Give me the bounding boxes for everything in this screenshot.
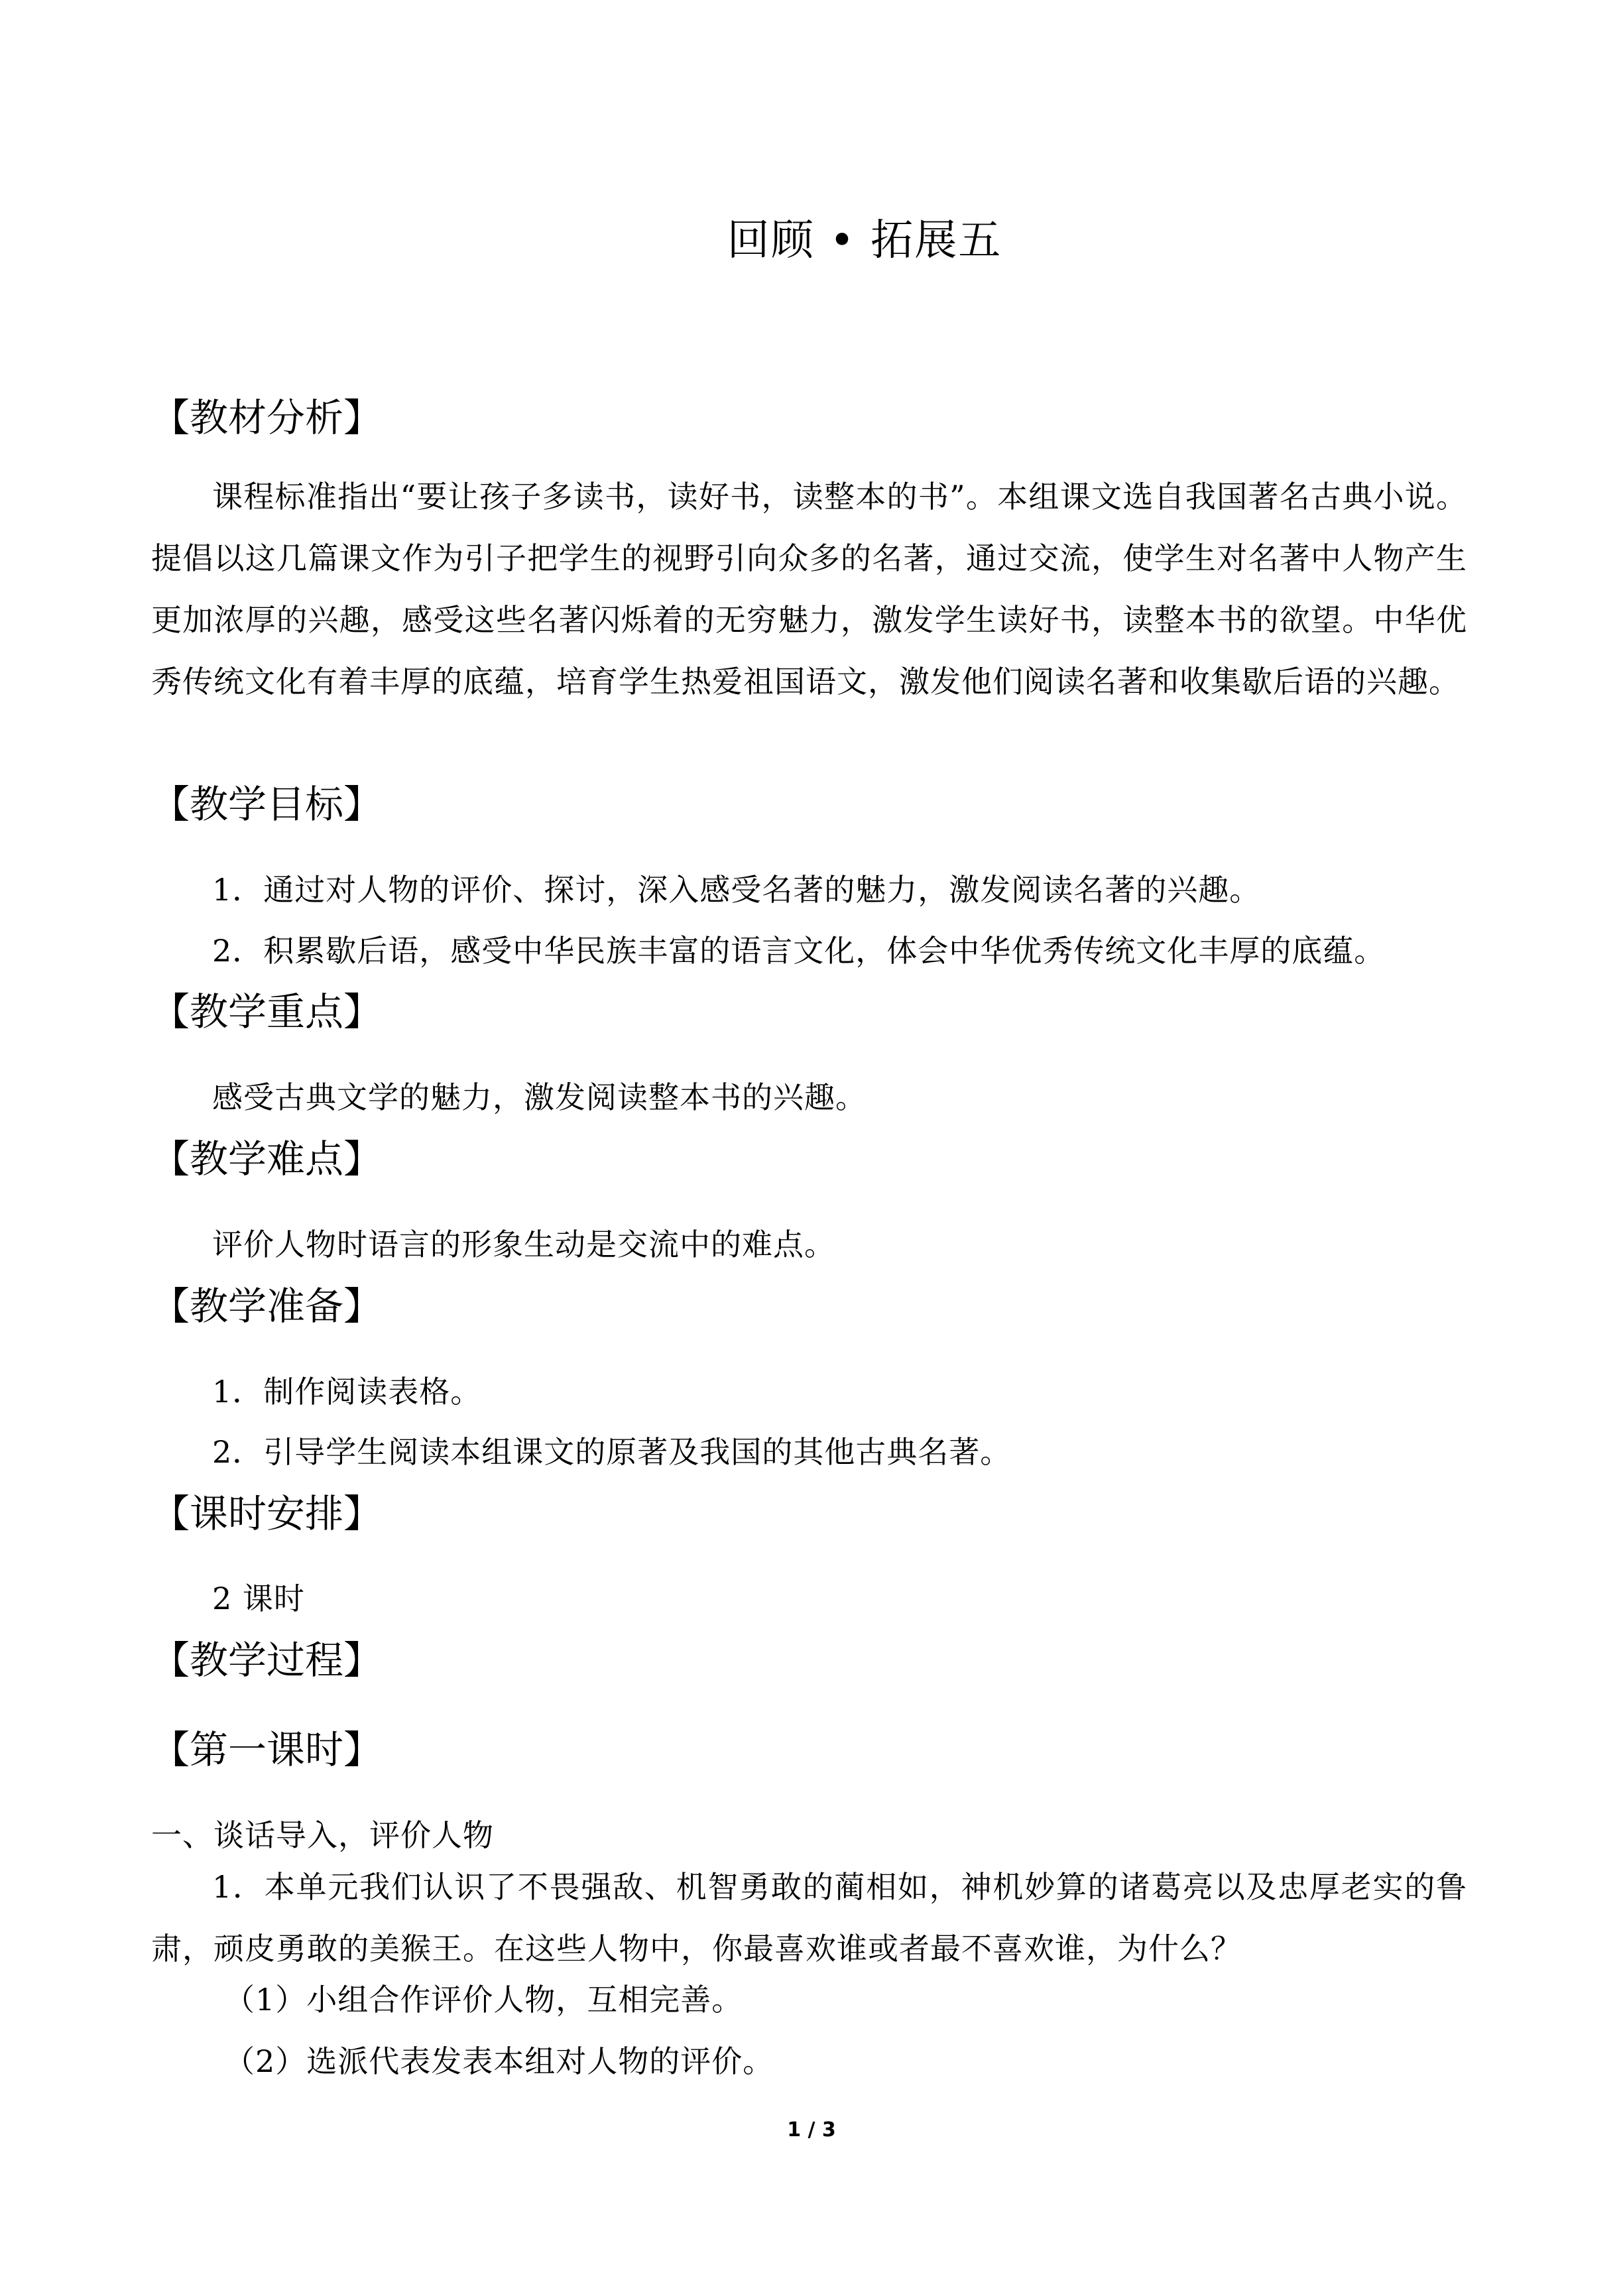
heading-goals: 【教学目标】 <box>151 782 383 827</box>
step1-paragraph: 1．本单元我们认识了不畏强敌、机智勇敢的蔺相如，神机妙算的诸葛亮以及忠厚老实的鲁肃，顽皮勇敢的美猴王。在这些人物中，你最喜欢谁或者最不喜欢谁，为什么？ <box>151 1869 1467 1966</box>
sub-item-2: （2）选派代表发表本组对人物的评价。 <box>224 2043 774 2079</box>
heading-first-lesson: 【第一课时】 <box>151 1727 383 1772</box>
preparation-item-2: 2．引导学生阅读本组课文的原著及我国的其他古典名著。 <box>212 1434 1012 1470</box>
heading-analysis: 【教材分析】 <box>151 395 383 440</box>
heading-process: 【教学过程】 <box>151 1638 383 1683</box>
step1-title: 一、谈话导入，评价人物 <box>151 1817 494 1853</box>
page-number: 1 / 3 <box>787 2118 836 2142</box>
preparation-item-1: 1．制作阅读表格。 <box>212 1374 482 1410</box>
heading-preparation: 【教学准备】 <box>151 1284 383 1329</box>
key-points-text: 感受古典文学的魅力，激发阅读整本书的兴趣。 <box>212 1079 867 1115</box>
analysis-paragraph: 课程标准指出“要让孩子多读书，读好书，读整本的书”。本组课文选自我国著名古典小说。提倡以这几篇课文作为引子把学生的视野引向众多的名著，通过交流，使学生对名著中人物产生更加浓厚的兴趣，感受这些名著闪烁着的无穷魅力，激发学生读好书，读整本书的欲望。中华优秀传统文化有着丰厚的底蕴，培育学生热爱祖国语文，激发他们阅读名著和收集歇后语的兴趣。 <box>151 479 1467 699</box>
goal-item-2: 2．积累歇后语，感受中华民族丰富的语言文化，体会中华优秀传统文化丰厚的底蕴。 <box>212 933 1386 969</box>
sub-item-1: （1）小组合作评价人物，互相完善。 <box>224 1982 743 2018</box>
document-title: 回顾 • 拓展五 <box>727 216 1002 265</box>
heading-schedule: 【课时安排】 <box>151 1491 383 1536</box>
goal-item-1: 1．通过对人物的评价、探讨，深入感受名著的魅力，激发阅读名著的兴趣。 <box>212 872 1261 908</box>
heading-difficulties: 【教学难点】 <box>151 1136 383 1181</box>
heading-key-points: 【教学重点】 <box>151 989 383 1034</box>
difficulties-text: 评价人物时语言的形象生动是交流中的难点。 <box>212 1227 835 1262</box>
schedule-text: 2 课时 <box>212 1581 305 1616</box>
